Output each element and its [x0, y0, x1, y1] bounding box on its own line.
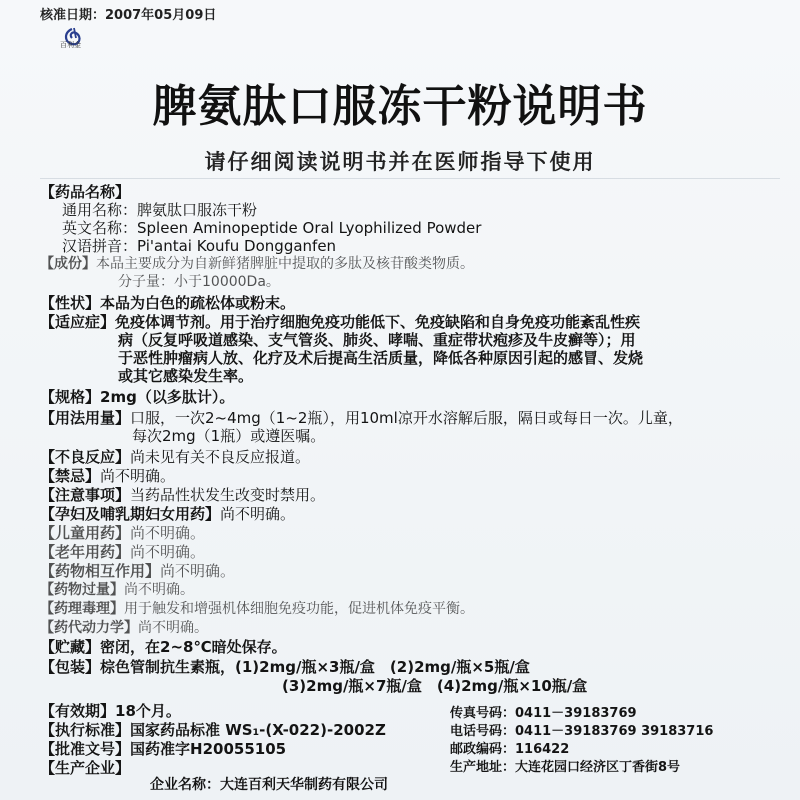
english-name-row: 英文名称：Spleen Aminopeptide Oral Lyophilized Powder [62, 219, 482, 237]
manufacturer-fax: 传真号码：0411－39183769 [450, 706, 637, 721]
page-title: 脾氨肽口服冻干粉说明书 [152, 81, 648, 132]
indications-row: 【适应症】免疫体调节剂。用于治疗细胞免疫功能低下、免疫缺陷和自身免疫功能紊乱性疾 [40, 313, 641, 331]
common-name-row: 通用名称：脾氨肽口服冻干粉 [62, 201, 258, 219]
manufacturer-phone: 电话号码：0411－39183769 39183716 [450, 724, 714, 739]
overdose-row: 【药物过量】尚不明确。 [40, 582, 194, 598]
pregnancy-row: 【孕妇及哺乳期妇女用药】尚不明确。 [40, 505, 296, 523]
interactions-row: 【药物相互作用】尚不明确。 [40, 562, 236, 580]
pharmacology-row: 【药理毒理】用于触发和增强机体细胞免疫功能，促进机体免疫平衡。 [40, 601, 474, 617]
indications-line2: 病（反复呼吸道感染、支气管炎、肺炎、哮喘、重症带状疱疹及牛皮癣等）；用 [118, 331, 636, 349]
validity-row: 【有效期】18个月。 [40, 702, 181, 720]
manufacturer-address: 生产地址：大连花园口经济区丁香街8号 [450, 760, 681, 775]
indications-line4: 或其它感染发生率。 [118, 367, 254, 385]
manufacturer-company: 企业名称：大连百利天华制药有限公司 [150, 777, 388, 793]
header-divider [40, 178, 780, 179]
dosage-line2: 每次2mg（1瓶）或遵医嘱。 [132, 427, 326, 445]
adverse-reactions-row: 【不良反应】尚未见有关不良反应报道。 [40, 448, 311, 466]
composition-line2: 分子量：小于10000Da。 [118, 274, 280, 290]
approval-date: 核准日期：2007年05月09日 [40, 8, 217, 23]
logo-text: 百利金 [60, 41, 81, 49]
children-row: 【儿童用药】尚不明确。 [40, 524, 206, 542]
precautions-row: 【注意事项】当药品性状发生改变时禁用。 [40, 486, 326, 504]
storage-row: 【贮藏】密闭，在2~8℃暗处保存。 [40, 638, 287, 656]
package-line2: (3)2mg/瓶×7瓶/盒 (4)2mg/瓶×10瓶/盒 [282, 677, 588, 695]
composition-row: 【成份】本品主要成分为自新鲜猪脾脏中提取的多肽及核苷酸类物质。 [40, 256, 474, 272]
page-subtitle: 请仔细阅读说明书并在医师指导下使用 [204, 150, 596, 174]
elderly-row: 【老年用药】尚不明确。 [40, 543, 206, 561]
specification-row: 【规格】2mg（以多肽计）。 [40, 388, 235, 406]
pinyin-name-row: 汉语拼音：Pi'antai Koufu Dongganfen [62, 237, 337, 255]
pharmacokinetics-row: 【药代动力学】尚不明确。 [40, 620, 208, 636]
manufacturer-postal: 邮政编码：116422 [450, 742, 570, 757]
properties-row: 【性状】本品为白色的疏松体或粉末。 [40, 294, 296, 312]
dosage-row: 【用法用量】口服，一次2~4mg（1~2瓶），用10ml凉开水溶解后服，隔日或每日一次。儿童， [40, 409, 683, 427]
package-row: 【包装】棕色管制抗生素瓶，(1)2mg/瓶×3瓶/盒 (2)2mg/瓶×5瓶/盒 [40, 658, 530, 676]
standard-row: 【执行标准】国家药品标准 WS₁-(X-022)-2002Z [40, 721, 386, 739]
manufacturer-heading: 【生产企业】 [40, 759, 131, 777]
drug-name-heading: 【药品名称】 [40, 183, 131, 201]
indications-line3: 于恶性肿瘤病人放、化疗及术后提高生活质量，降低各种原因引起的感冒、发烧 [118, 349, 644, 367]
approval-number-row: 【批准文号】国药准字H20055105 [40, 740, 287, 758]
contraindications-row: 【禁忌】尚不明确。 [40, 467, 176, 485]
